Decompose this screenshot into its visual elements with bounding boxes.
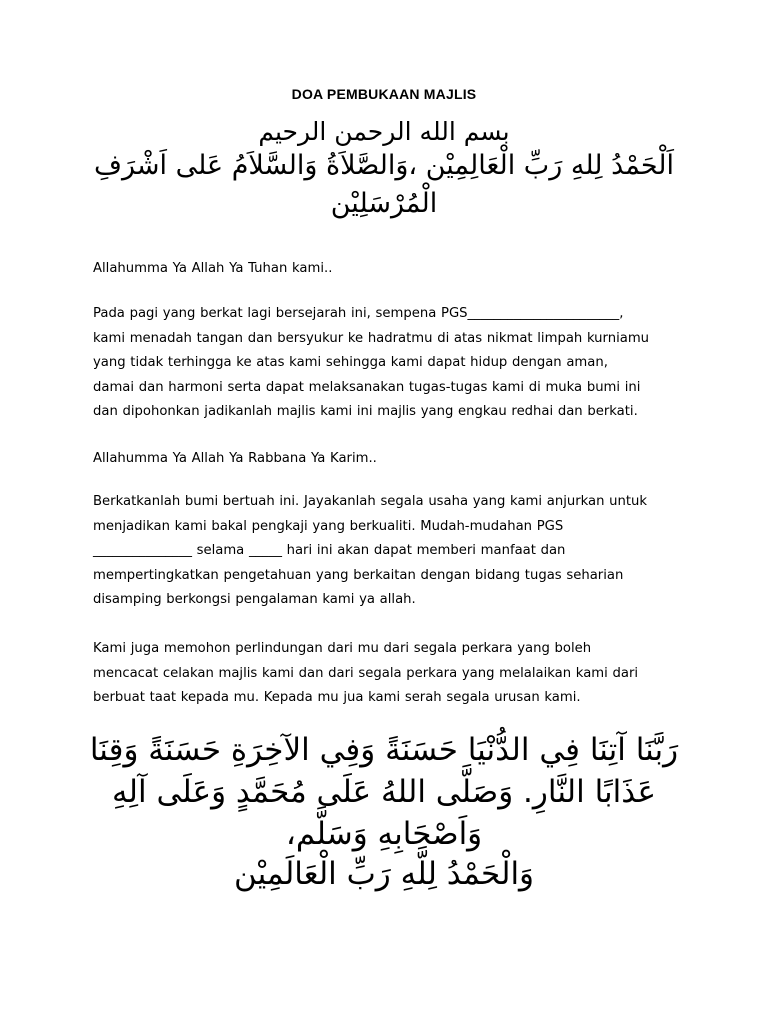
paragraph-line: disamping berkongsi pengalaman kami ya allah.: [93, 592, 416, 607]
paragraph-line: mencacat celakan majlis kami dan dari segala perkara yang melalaikan kami dari: [93, 665, 639, 681]
arabic-basmala: بسم الله الرحمن الرحيم: [258, 117, 510, 146]
paragraph-invocation-2: [93, 447, 683, 472]
paragraph-line: dan dipohonkan jadikanlah majlis kami ini majlis yang engkau redhai dan berkati.: [93, 404, 638, 419]
paragraph-line: menjadikan kami bakal pengkaji yang berkualiti. Mudah-mudahan PGS: [93, 518, 564, 534]
arabic-closing-line-2: عَذَابًا النَّارِ. وَصَلَّى اللهُ عَلَى مُحَمَّدٍ وَعَلَى آلِهِ: [111, 774, 657, 810]
paragraph-line: berbuat taat kepada mu. Kepada mu jua kami serah segala urusan kami.: [93, 690, 581, 705]
arabic-closing-line-4: وَالْحَمْدُ لِلَّهِ رَبِّ الْعَالَمِيْن: [233, 856, 535, 892]
paragraph-line: yang tidak terhingga ke atas kami sehingga kami dapat hidup dengan aman,: [93, 355, 608, 370]
paragraph-line: damai dan harmoni serta dapat melaksanakan tugas-tugas kami di muka bumi ini: [93, 379, 641, 395]
paragraph-line: kami menadah tangan dan bersyukur ke hadratmu di atas nikmat limpah kurniamu: [93, 330, 650, 346]
paragraph-protection: [93, 637, 683, 711]
paragraph-gratitude: [93, 302, 683, 425]
paragraph-blessing: [93, 490, 683, 613]
arabic-opening-line-3: الْمُرْسَلِيْن: [330, 188, 438, 219]
paragraph-invocation-1: [93, 257, 683, 282]
paragraph-line: Allahumma Ya Allah Ya Rabbana Ya Karim..: [93, 451, 377, 466]
paragraph-line: mempertingkatkan pengetahuan yang berkaitan dengan bidang tugas seharian: [93, 567, 624, 583]
arabic-opening-line-2: اَلْحَمْدُ لِلهِ رَبِّ الْعَالِمِيْن ،وَالصَّلاَةُ وَالسَّلاَمُ عَلى اَشْرَفِ: [93, 150, 675, 181]
arabic-closing-line-1: رَبَّنَا آتِنَا فِي الدُّنْيَا حَسَنَةً وَفِي الآخِرَةِ حَسَنَةً وَقِنَا: [89, 732, 679, 768]
document-title: DOA PEMBUKAAN MAJLIS: [291, 86, 477, 102]
paragraph-line: Allahumma Ya Allah Ya Tuhan kami..: [93, 261, 333, 276]
paragraph-line: _______________ selama _____ hari ini akan dapat memberi manfaat dan: [93, 543, 566, 558]
arabic-closing-line-3: وَاَصْحَابِهِ وَسَلَّم،: [285, 816, 483, 852]
paragraph-line: Berkatkanlah bumi bertuah ini. Jayakanlah segala usaha yang kami anjurkan untuk: [93, 494, 648, 509]
paragraph-line: Kami juga memohon perlindungan dari mu dari segala perkara yang boleh: [93, 641, 592, 656]
paragraph-line: Pada pagi yang berkat lagi bersejarah ini, sempena PGS_______________________,: [93, 306, 624, 321]
